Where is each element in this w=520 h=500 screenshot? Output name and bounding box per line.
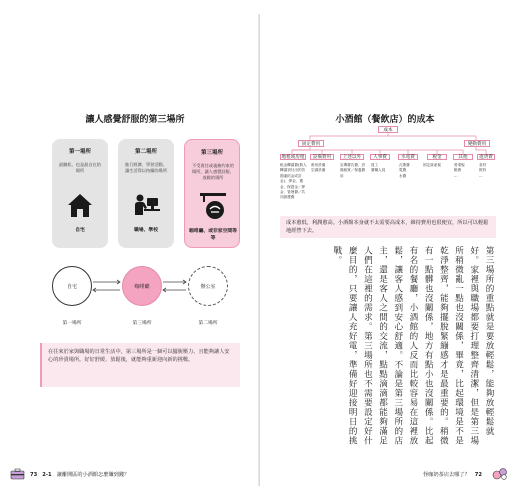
- fixed-item: 稅金: [427, 154, 447, 160]
- page-number: 73: [30, 471, 38, 478]
- circle-office: 辦公室: [188, 266, 228, 306]
- card-head: 第三場所: [200, 150, 223, 156]
- desk-worker-icon: [130, 189, 162, 221]
- card-first-place: [52, 139, 108, 248]
- card-head: 第一場所: [68, 149, 91, 155]
- detail-misc: 營業稅 帳務 …: [454, 163, 465, 178]
- fixed-item: 設備費用: [310, 154, 334, 160]
- card-desc: 最隨私、也是最自在的場所: [59, 162, 101, 174]
- variable-cost-node: 變動費用: [464, 140, 490, 147]
- left-page-title: 讓人感覺舒服的第三場所: [85, 115, 185, 125]
- toolbox-icon: [10, 466, 26, 480]
- place-flow-diagram: [40, 266, 240, 334]
- right-note-box: 成本愈低，利潤愈高。小酒館本身就不太需要高成本，維持費用也很便宜，所以可以輕鬆地經營下去。: [280, 216, 496, 238]
- detail-other: 宣傳廣告費、設備租賃／保養費用: [340, 163, 366, 178]
- right-page: [260, 8, 510, 492]
- detail-staff: 員工 廣職人員: [371, 163, 386, 173]
- flow-label: 第二場所: [198, 321, 218, 326]
- detail-equipment: 廚房設備 空調設備: [311, 163, 326, 173]
- card-foot: 職場、學校: [134, 228, 158, 233]
- drinks-icon: [492, 466, 508, 480]
- left-page: [10, 8, 260, 492]
- card-second-place: [118, 139, 174, 248]
- variable-item: 進貨費: [477, 154, 495, 160]
- right-page-title: 小酒館（餐飲店）的成本: [335, 115, 435, 125]
- section-number: 2-1: [42, 471, 52, 478]
- card-foot: 咖啡廳、或非家空間等等: [189, 229, 237, 241]
- cost-tree-diagram: [280, 124, 496, 212]
- fixed-item: 其他: [453, 154, 473, 160]
- circle-cafe: 咖啡廳: [122, 266, 162, 306]
- chapter-title: 讓離開區的小酒館怎麼賺到錢？: [56, 472, 130, 478]
- fixed-item: 人事費: [370, 154, 390, 160]
- left-note-box: 在往來於家與職場的日常生活中，第三場所是一個可以擺脫壓力、且能夠讓人安心的珍貴場所。好好舒緩、放鬆後，就能夠重新迎向新的挑戰。: [40, 343, 240, 387]
- book-spread: [10, 8, 510, 492]
- card-third-place: [184, 139, 240, 248]
- flow-label: 第一場所: [62, 321, 82, 326]
- fixed-cost-node: 固定費用: [298, 140, 324, 147]
- card-desc: 不受責任或義務約束的場所，讓人感覺舒服、放鬆的場所: [192, 163, 234, 181]
- cafe-sign-icon: [197, 190, 229, 222]
- fixed-item: 上述以外: [340, 154, 364, 160]
- card-desc: 進行經濟、學習活動，讓生活得以持續的場所: [125, 162, 167, 174]
- flow-label: 第三場所: [132, 321, 152, 326]
- chapter-title: 怪咖奶茶店去哪了？: [423, 472, 470, 478]
- body-vertical-text: 第三場所的重點就是要放輕鬆，能夠放輕鬆就好。家裡與職場都要打理整齊清潔，但是第三場所稍微亂一點也沒關係，畢竟，比起環境是不是乾淨整齊，能夠擺脫緊繃感才是最重要的。稍微有一點髒也沒關係，地方有點小也沒關係。比起有名的餐廳，小酒館的人反而比較容易在這裡放鬆，讓客人感到安心舒適。不論是第三場所的店主，還是客人之間的交流，點點滴滴都能夠滿足人們在這裡的需求。第三場所也不需要設定好什麼目的，只要讓人充好電，準備好迎接明日的挑戰。: [331, 246, 494, 446]
- left-footer: [30, 471, 129, 478]
- fixed-item: 水電費: [398, 154, 418, 160]
- right-footer: [423, 471, 482, 478]
- detail-utilities: 瓦斯費 電費 水費: [399, 163, 410, 178]
- fixed-item: 地租或房租: [281, 155, 305, 160]
- tree-root-node: 成本: [378, 126, 398, 133]
- detail-tax: 固定資產稅: [423, 163, 441, 167]
- detail-rent: 租金轉讓費(無人轉讓須付出的首期違約金或訂金)、押金、禮金、保證金／押金、管理費／共同維護費: [280, 163, 307, 200]
- card-foot: 自宅: [75, 228, 85, 233]
- house-icon: [64, 189, 96, 221]
- page-number: 72: [474, 471, 482, 478]
- card-head: 第二場所: [134, 149, 157, 155]
- circle-home: 自宅: [52, 266, 92, 306]
- detail-purchase: 食材 飲料 …: [479, 163, 487, 178]
